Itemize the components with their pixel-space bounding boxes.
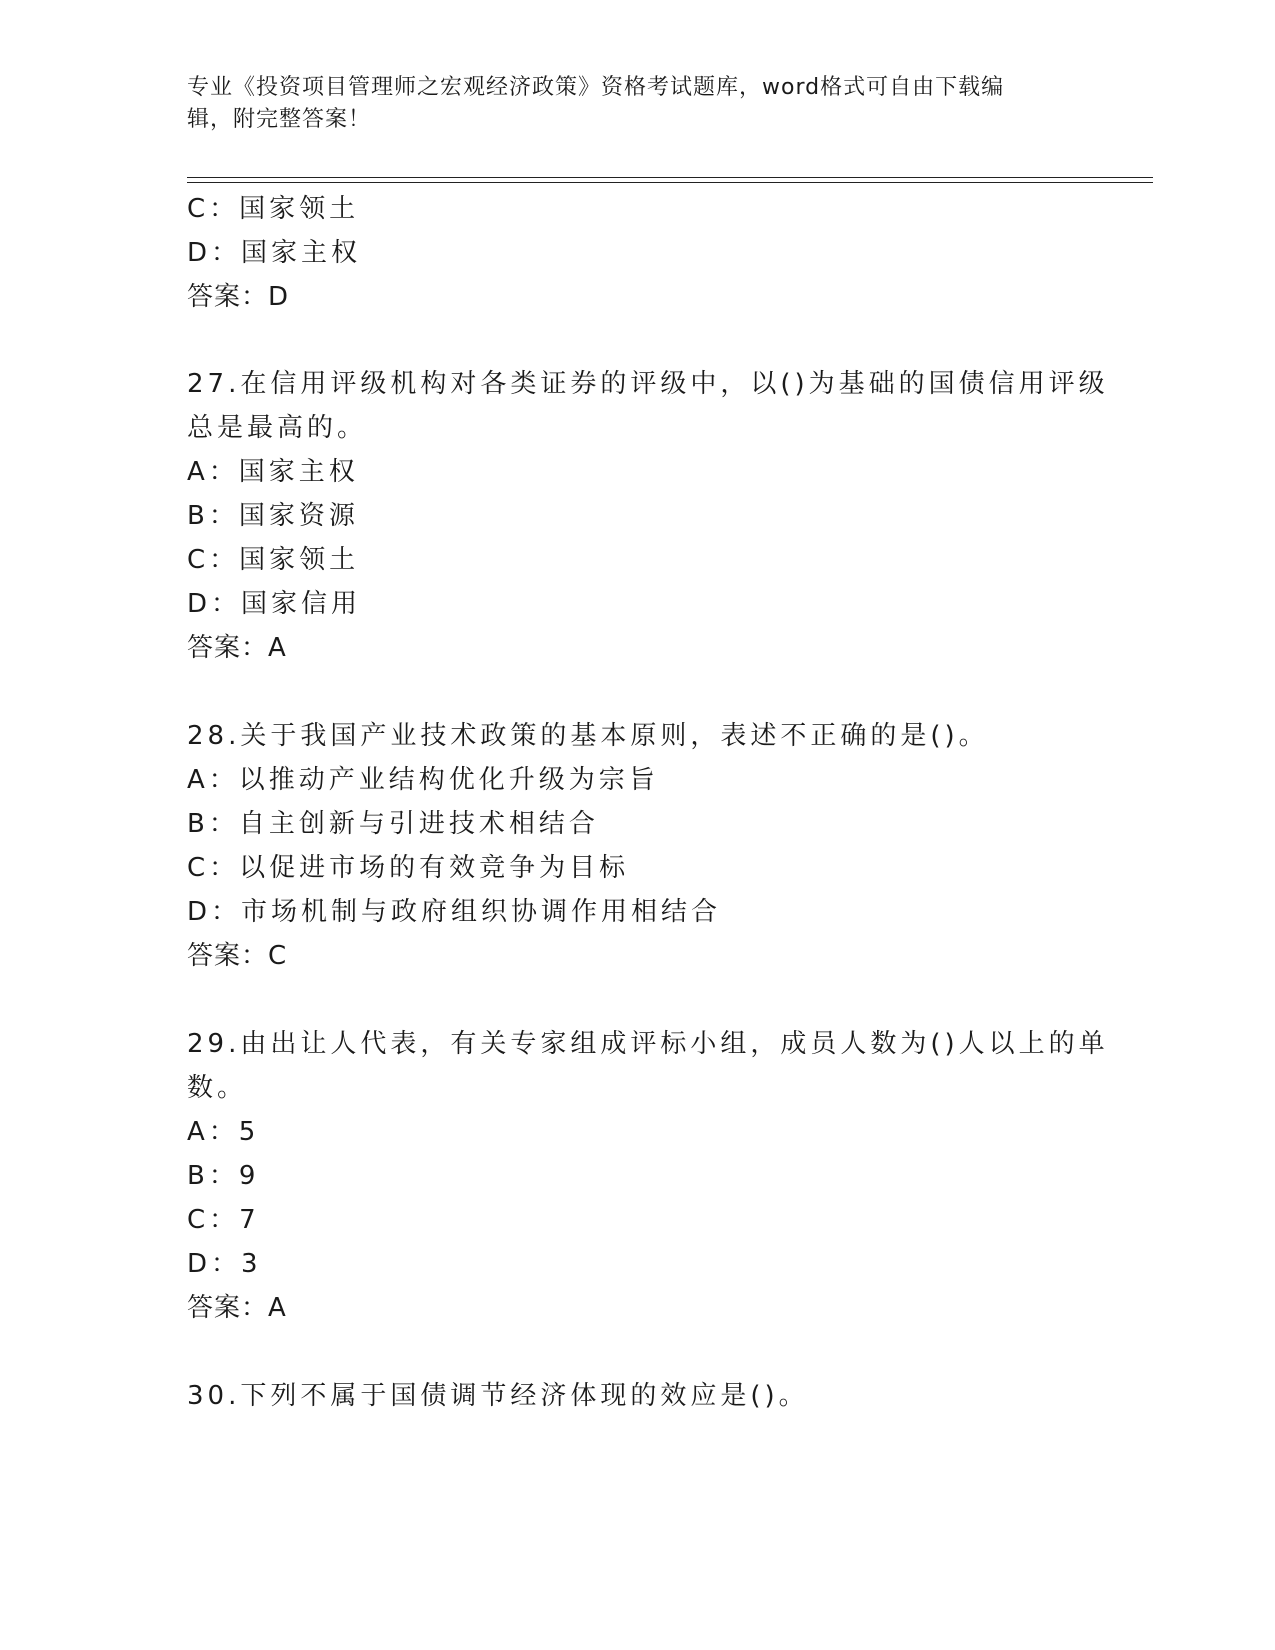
header-line-2: 辑，附完整答案！ bbox=[187, 107, 372, 132]
question-28-line-1: 28.关于我国产业技术政策的基本原则，表述不正确的是()。 bbox=[187, 721, 989, 751]
question-30-line-1: 30.下列不属于国债调节经济体现的效应是()。 bbox=[187, 1381, 809, 1411]
question-29-option-b: B：9 bbox=[187, 1161, 260, 1191]
question-29-option-c: C：7 bbox=[187, 1205, 260, 1235]
header-line-1: 专业《投资项目管理师之宏观经济政策》资格考试题库，word格式可自由下载编 bbox=[187, 75, 1005, 100]
question-27-option-d: D：国家信用 bbox=[187, 589, 362, 619]
question-28-answer: 答案：C bbox=[187, 941, 288, 971]
question-28-option-d: D：市场机制与政府组织协调作用相结合 bbox=[187, 897, 722, 927]
question-28-option-a: A：以推动产业结构优化升级为宗旨 bbox=[187, 765, 659, 795]
question-27-option-a: A：国家主权 bbox=[187, 457, 359, 487]
question-29-line-1: 29.由出让人代表，有关专家组成评标小组，成员人数为()人以上的单 bbox=[187, 1029, 1109, 1059]
question-27-line-1: 27.在信用评级机构对各类证券的评级中，以()为基础的国债信用评级 bbox=[187, 369, 1109, 399]
question-27-answer: 答案：A bbox=[187, 633, 287, 663]
option-c: C：国家领土 bbox=[187, 194, 360, 224]
question-29-line-2: 数。 bbox=[187, 1073, 248, 1103]
question-27-line-2: 总是最高的。 bbox=[187, 413, 368, 443]
document-header bbox=[187, 72, 1087, 136]
question-29-option-d: D：3 bbox=[187, 1249, 262, 1279]
header-rule-top bbox=[187, 177, 1153, 178]
question-28-option-c: C：以促进市场的有效竞争为目标 bbox=[187, 853, 630, 883]
question-27-option-b: B：国家资源 bbox=[187, 501, 359, 531]
question-28-option-b: B：自主创新与引进技术相结合 bbox=[187, 809, 599, 839]
question-27-option-c: C：国家领土 bbox=[187, 545, 360, 575]
header-rule-bottom bbox=[187, 182, 1153, 183]
question-29-option-a: A：5 bbox=[187, 1117, 260, 1147]
question-29-answer: 答案：A bbox=[187, 1293, 287, 1323]
option-d: D：国家主权 bbox=[187, 238, 362, 268]
answer-line: 答案：D bbox=[187, 282, 290, 312]
